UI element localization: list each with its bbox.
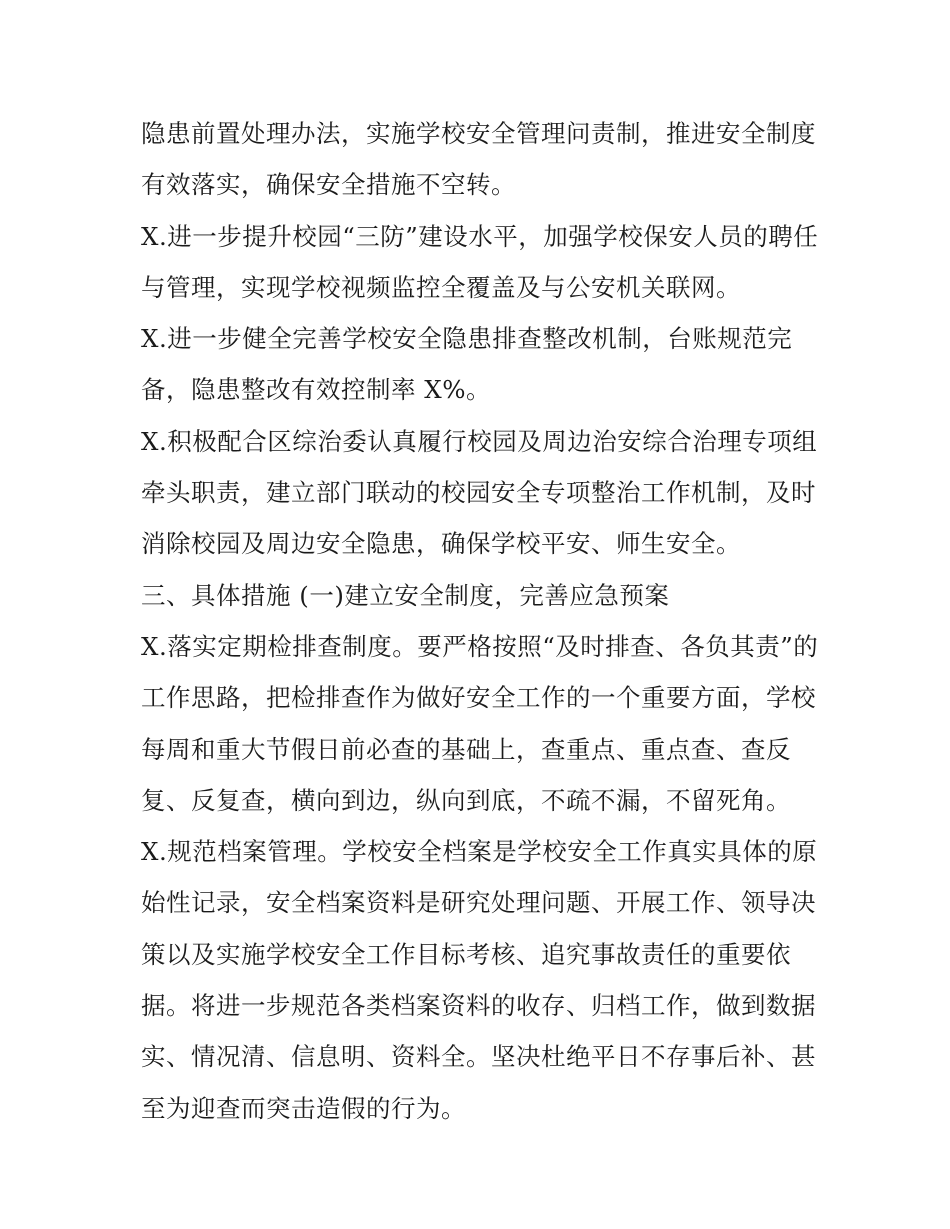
- text-line: 工作思路，把检排查作为做好安全工作的一个重要方面，学校: [141, 683, 816, 713]
- section-heading: 三、具体措施 (一)建立安全制度，完善应急预案: [141, 580, 670, 610]
- text-line: 消除校园及周边安全隐患，确保学校平安、师生安全。: [141, 529, 741, 559]
- text-line: X.进一步提升校园“三防”建设水平，加强学校保安人员的聘任: [141, 221, 819, 251]
- text-line: 复、反复查，横向到边，纵向到底，不疏不漏，不留死角。: [141, 785, 791, 815]
- text-line: 每周和重大节假日前必查的基础上，查重点、重点查、查反: [141, 734, 791, 764]
- text-line: 至为迎查而突击造假的行为。: [141, 1093, 466, 1123]
- document-body: [141, 108, 821, 1134]
- text-line: X.落实定期检排查制度。要严格按照“及时排查、各负其责”的: [141, 631, 819, 661]
- text-line: 备，隐患整改有效控制率 X%。: [141, 375, 492, 405]
- text-line: 实、情况清、信息明、资料全。坚决杜绝平日不存事后补、甚: [141, 1042, 816, 1072]
- text-line: X.积极配合区综治委认真履行校园及周边治安综合治理专项组: [141, 426, 818, 456]
- text-line: X.规范档案管理。学校安全档案是学校安全工作真实具体的原: [141, 837, 818, 867]
- text-line: 牵头职责，建立部门联动的校园安全专项整治工作机制，及时: [141, 478, 816, 508]
- text-line: X.进一步健全完善学校安全隐患排查整改机制，台账规范完: [141, 324, 793, 354]
- text-line: 策以及实施学校安全工作目标考核、追究事故责任的重要依: [141, 939, 791, 969]
- text-line: 据。将进一步规范各类档案资料的收存、归档工作，做到数据: [141, 991, 816, 1021]
- text-line: 有效落实，确保安全措施不空转。: [141, 170, 516, 200]
- text-line: 与管理，实现学校视频监控全覆盖及与公安机关联网。: [141, 272, 741, 302]
- text-line: 隐患前置处理办法，实施学校安全管理问责制，推进安全制度: [141, 119, 816, 148]
- text-line: 始性记录，安全档案资料是研究处理问题、开展工作、领导决: [141, 888, 816, 918]
